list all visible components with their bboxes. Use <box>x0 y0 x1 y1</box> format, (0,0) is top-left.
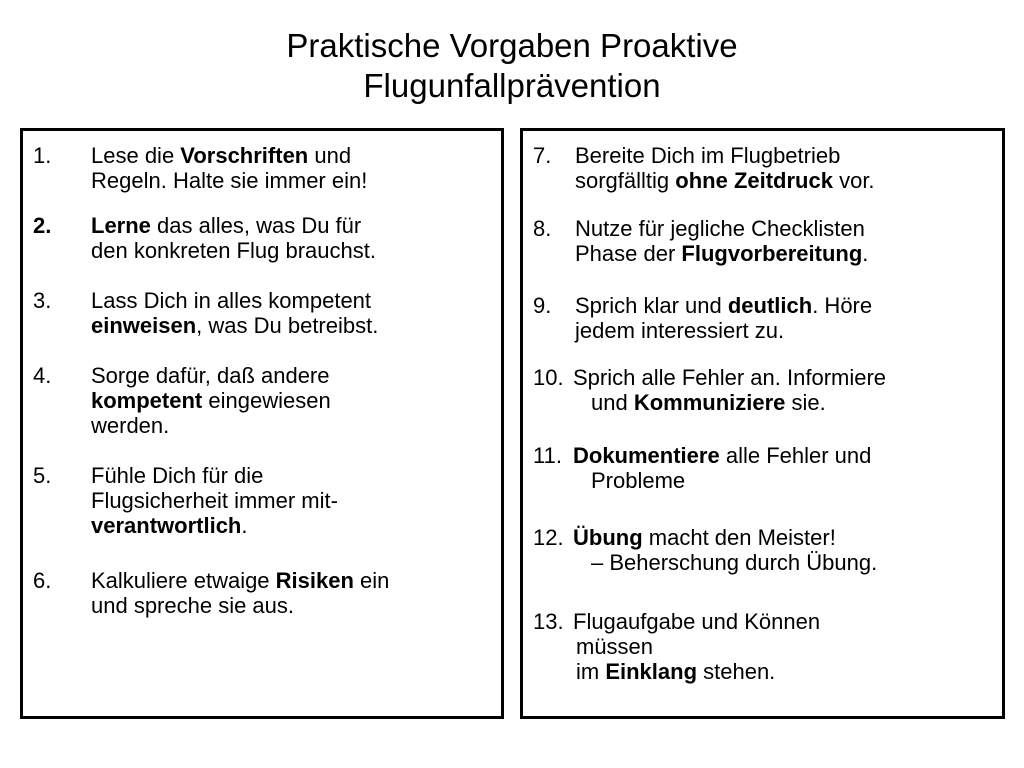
emphasized-text: Kommuniziere <box>633 390 786 415</box>
list-item <box>533 293 998 343</box>
list-item-text <box>91 363 331 438</box>
text-run: . Höre <box>812 293 873 318</box>
list-item <box>33 363 497 438</box>
list-item-text <box>91 568 389 618</box>
text-run: Probleme <box>591 468 686 493</box>
text-run: das alles, was Du für <box>150 213 362 238</box>
list-item-text <box>573 365 886 415</box>
list-item-text <box>91 213 376 263</box>
text-run: eingewiesen <box>202 388 331 413</box>
text-run: sorgfälltig <box>575 168 676 193</box>
list-item-text <box>575 143 875 193</box>
list-item-line <box>91 568 389 593</box>
list-item-number: 13. <box>533 609 564 634</box>
text-run: und spreche sie aus. <box>91 593 295 618</box>
list-item <box>533 216 998 266</box>
emphasized-text: Vorschriften <box>180 143 309 168</box>
list-item-line <box>91 143 367 168</box>
list-item <box>533 143 998 193</box>
list-item-line <box>91 213 376 238</box>
list-item-text <box>91 143 367 193</box>
page-title <box>0 26 1024 106</box>
list-item-line <box>91 413 331 438</box>
list-item-line <box>591 550 877 575</box>
text-run: und <box>591 390 634 415</box>
text-run: müssen <box>576 634 654 659</box>
list-item-line <box>575 143 875 168</box>
list-item <box>533 609 998 684</box>
text-run: ein <box>353 568 390 593</box>
list-item-line <box>91 288 378 313</box>
emphasized-text: Übung <box>573 525 643 550</box>
text-run: werden. <box>91 413 170 438</box>
list-item-line <box>573 609 820 634</box>
emphasized-text: Lerne <box>91 213 151 238</box>
text-run: jedem interessiert zu. <box>575 318 785 343</box>
text-run: Flugaufgabe und Können <box>573 609 821 634</box>
list-item-text <box>573 443 871 493</box>
text-run: sie. <box>785 390 826 415</box>
text-run: den konkreten Flug brauchst. <box>91 238 376 263</box>
list-item-line <box>575 216 868 241</box>
list-item-text <box>91 288 378 338</box>
title-line-2: Flugunfallprävention <box>363 67 661 104</box>
text-run: . <box>241 513 248 538</box>
emphasized-text: ohne Zeitdruck <box>675 168 833 193</box>
text-run: und <box>308 143 352 168</box>
text-run: Sorge dafür, daß andere <box>91 363 330 388</box>
text-run: Sprich alle Fehler an. Informiere <box>573 365 887 390</box>
text-run: Nutze für jegliche Checklisten <box>575 216 865 241</box>
left-list-box <box>20 128 504 719</box>
list-item-line <box>576 634 820 659</box>
list-item-line <box>91 593 389 618</box>
list-item-line <box>591 390 886 415</box>
list-item-text <box>573 609 820 684</box>
list-item-line <box>91 513 338 538</box>
list-item-line <box>91 388 331 413</box>
text-run: stehen. <box>697 659 776 684</box>
emphasized-text: kompetent <box>91 388 203 413</box>
list-item-line <box>573 443 871 468</box>
emphasized-text: Dokumentiere <box>573 443 720 468</box>
list-item <box>533 365 998 415</box>
list-item-number: 6. <box>33 568 52 593</box>
list-item-number: 8. <box>533 216 552 241</box>
emphasized-text: Einklang <box>605 659 698 684</box>
list-item-line <box>575 168 875 193</box>
list-item-line <box>91 488 338 513</box>
list-item-number: 11. <box>533 443 562 468</box>
text-run: im <box>576 659 606 684</box>
list-item-number: 2. <box>33 213 52 238</box>
emphasized-text: Flugvorbereitung <box>681 241 863 266</box>
list-item <box>33 213 497 263</box>
list-item-number: 9. <box>533 293 552 318</box>
text-run: Sprich klar und <box>575 293 728 318</box>
list-item-number: 10. <box>533 365 564 390</box>
list-item-number: 12. <box>533 525 564 550</box>
list-item <box>533 525 998 575</box>
text-run: Flugsicherheit immer mit- <box>91 488 338 513</box>
text-run: – Beherschung durch Übung. <box>591 550 878 575</box>
list-item-number: 4. <box>33 363 52 388</box>
text-run: . <box>862 241 869 266</box>
list-item-text <box>575 293 872 343</box>
text-run: macht den Meister! <box>642 525 836 550</box>
emphasized-text: Risiken <box>275 568 354 593</box>
text-run: Bereite Dich im Flugbetrieb <box>575 143 841 168</box>
list-item-number: 1. <box>33 143 52 168</box>
text-run: Lese die <box>91 143 181 168</box>
list-item-line <box>91 168 367 193</box>
list-item-text <box>575 216 868 266</box>
list-item-line <box>575 318 872 343</box>
text-run: Kalkuliere etwaige <box>91 568 276 593</box>
list-item-line <box>575 241 868 266</box>
text-run: Lass Dich in alles kompetent <box>91 288 372 313</box>
list-item-number: 3. <box>33 288 52 313</box>
list-item-line <box>91 363 331 388</box>
list-item-line <box>91 463 338 488</box>
list-item-line <box>573 525 877 550</box>
emphasized-text: einweisen <box>91 313 197 338</box>
list-item-text <box>573 525 877 575</box>
list-item-line <box>91 313 378 338</box>
list-item <box>33 463 497 538</box>
list-item-line <box>576 659 820 684</box>
list-item-number: 5. <box>33 463 52 488</box>
list-item-line <box>91 238 376 263</box>
list-item <box>533 443 998 493</box>
list-item-line <box>591 468 871 493</box>
text-run: vor. <box>832 168 875 193</box>
list-item <box>33 568 497 618</box>
right-list-box <box>520 128 1005 719</box>
emphasized-text: deutlich <box>727 293 813 318</box>
list-item-line <box>575 293 872 318</box>
text-run: alle Fehler und <box>719 443 872 468</box>
text-run: Fühle Dich für die <box>91 463 264 488</box>
title-line-1: Praktische Vorgaben Proaktive <box>286 27 738 64</box>
emphasized-text: verantwortlich <box>91 513 242 538</box>
text-run: Phase der <box>575 241 682 266</box>
list-item-line <box>573 365 886 390</box>
list-item <box>33 288 497 338</box>
text-run: , was Du betreibst. <box>196 313 379 338</box>
list-item <box>33 143 497 193</box>
list-item-text <box>91 463 338 538</box>
text-run: Regeln. Halte sie immer ein! <box>91 168 368 193</box>
list-item-number: 7. <box>533 143 552 168</box>
